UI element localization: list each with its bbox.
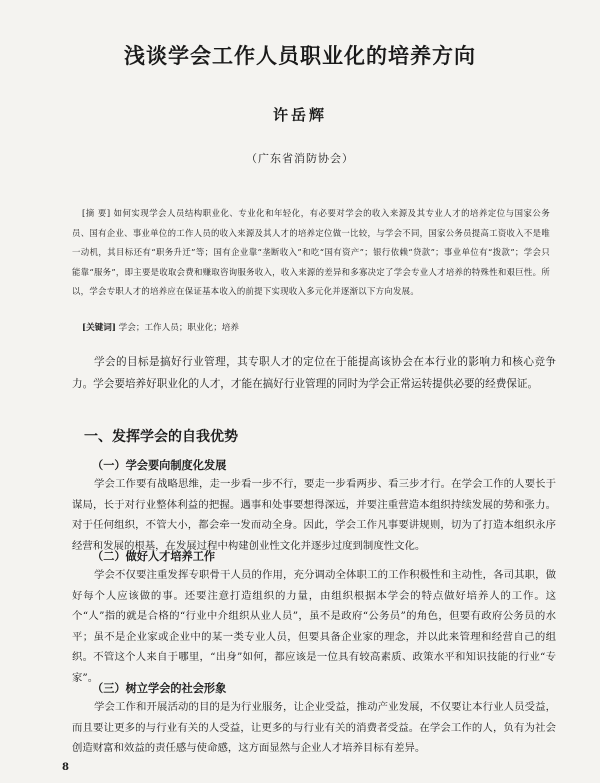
subsection-heading-3: （三）树立学会的社会形象 bbox=[92, 682, 227, 695]
subsection-paragraph-1: 学会工作要有战略思维，走一步看一步不行，要走一步看两步、看三步才行。在学会工作的人要长于谋局，长于对行业整体利益的把握。遇事和处事要想得深远，并要注重营造本组织持续发展的势和张力。对于任何组织，不管大小，都会牵一发而动全身。因此，学会工作凡事要讲规则，切为了打造本组织永序经营和发展的根基，在发展过程中构建创业性文化并逐步过度到制度性文化。 bbox=[72, 478, 556, 552]
subsection-heading-1: （一）学会要向制度化发展 bbox=[92, 459, 227, 472]
author-affiliation: （广东省消防协会） bbox=[246, 152, 354, 165]
page-number: 8 bbox=[62, 762, 69, 773]
subsection-paragraph-3: 学会工作和开展活动的目的是为行业服务，让企业受益，推动产业发展，不仅要让本行业人员受益，而且要让更多的与行业有关的人受益，让更多的与行业有关的消费者受益。在学会工作的人，负有为社会创造财富和效益的责任感与使命感，这方面显然与企业人才培养目标有差异。 bbox=[72, 701, 556, 754]
article-title: 浅谈学会工作人员职业化的培养方向 bbox=[124, 44, 476, 68]
subsection-paragraph-2: 学会不仅要注重发挥专职骨干人员的作用，充分调动全体职工的工作积极性和主动性，各司其职，做好每个人应该做的事。还要注意打造组织的力量，由组织根据本学会的特点做好培养人的工作。这个“人”指的就是合格的“行业中介组织从业人员”，虽不是政府“公务员”的角色，但要有政府公务员的水平；虽不是企业家或企业中的某一类专业人员，但要具备企业家的理念，并以此来管理和经营自己的组织。不管这个人来自于哪里，“出身”如何，都应该是一位具有较高素质、政策水平和知识技能的行业“专家”。 bbox=[72, 569, 556, 684]
keywords-text: 学会；工作人员；职业化；培养 bbox=[118, 323, 239, 333]
abstract: [摘 要] 如何实现学会人员结构职业化、专业化和年轻化，有必要对学会的收入来源及其专业人才的培养定位与国家公务员、国有企业、事业单位的工作人员的收入来源及其人才的培养定位做一比较，与学会不同，国家公务员提高工资收入不是唯一动机，其目标还有“职务升迁”等；国有企业靠“垄断收入”和吃“国有资产”；银行依赖“贷款”；事业单位有“拨款”；学会只能靠“服务”，即主要是收取会费和赚取咨询服务收入，收入来源的差异和多寡决定了学会专业人才培养的特殊性和艰巨性。所以，学会专职人才的培养应在保证基本收入的前提下实现收入多元化并逐渐以下方向发展。 bbox=[72, 208, 550, 297]
section-heading-1: 一、发挥学会的自我优势 bbox=[84, 429, 238, 445]
intro-paragraph: 学会的目标是搞好行业管理，其专职人才的定位在于能提高该协会在本行业的影响力和核心竞争力。学会要培养好职业化的人才，才能在搞好行业管理的同时为学会正常运转提供必要的经费保证。 bbox=[72, 356, 556, 390]
keywords bbox=[82, 321, 552, 333]
subsection-heading-2: （二）做好人才培养工作 bbox=[92, 550, 216, 563]
keywords-label: [关键词] bbox=[82, 323, 116, 333]
author-name: 许岳辉 bbox=[272, 106, 327, 124]
